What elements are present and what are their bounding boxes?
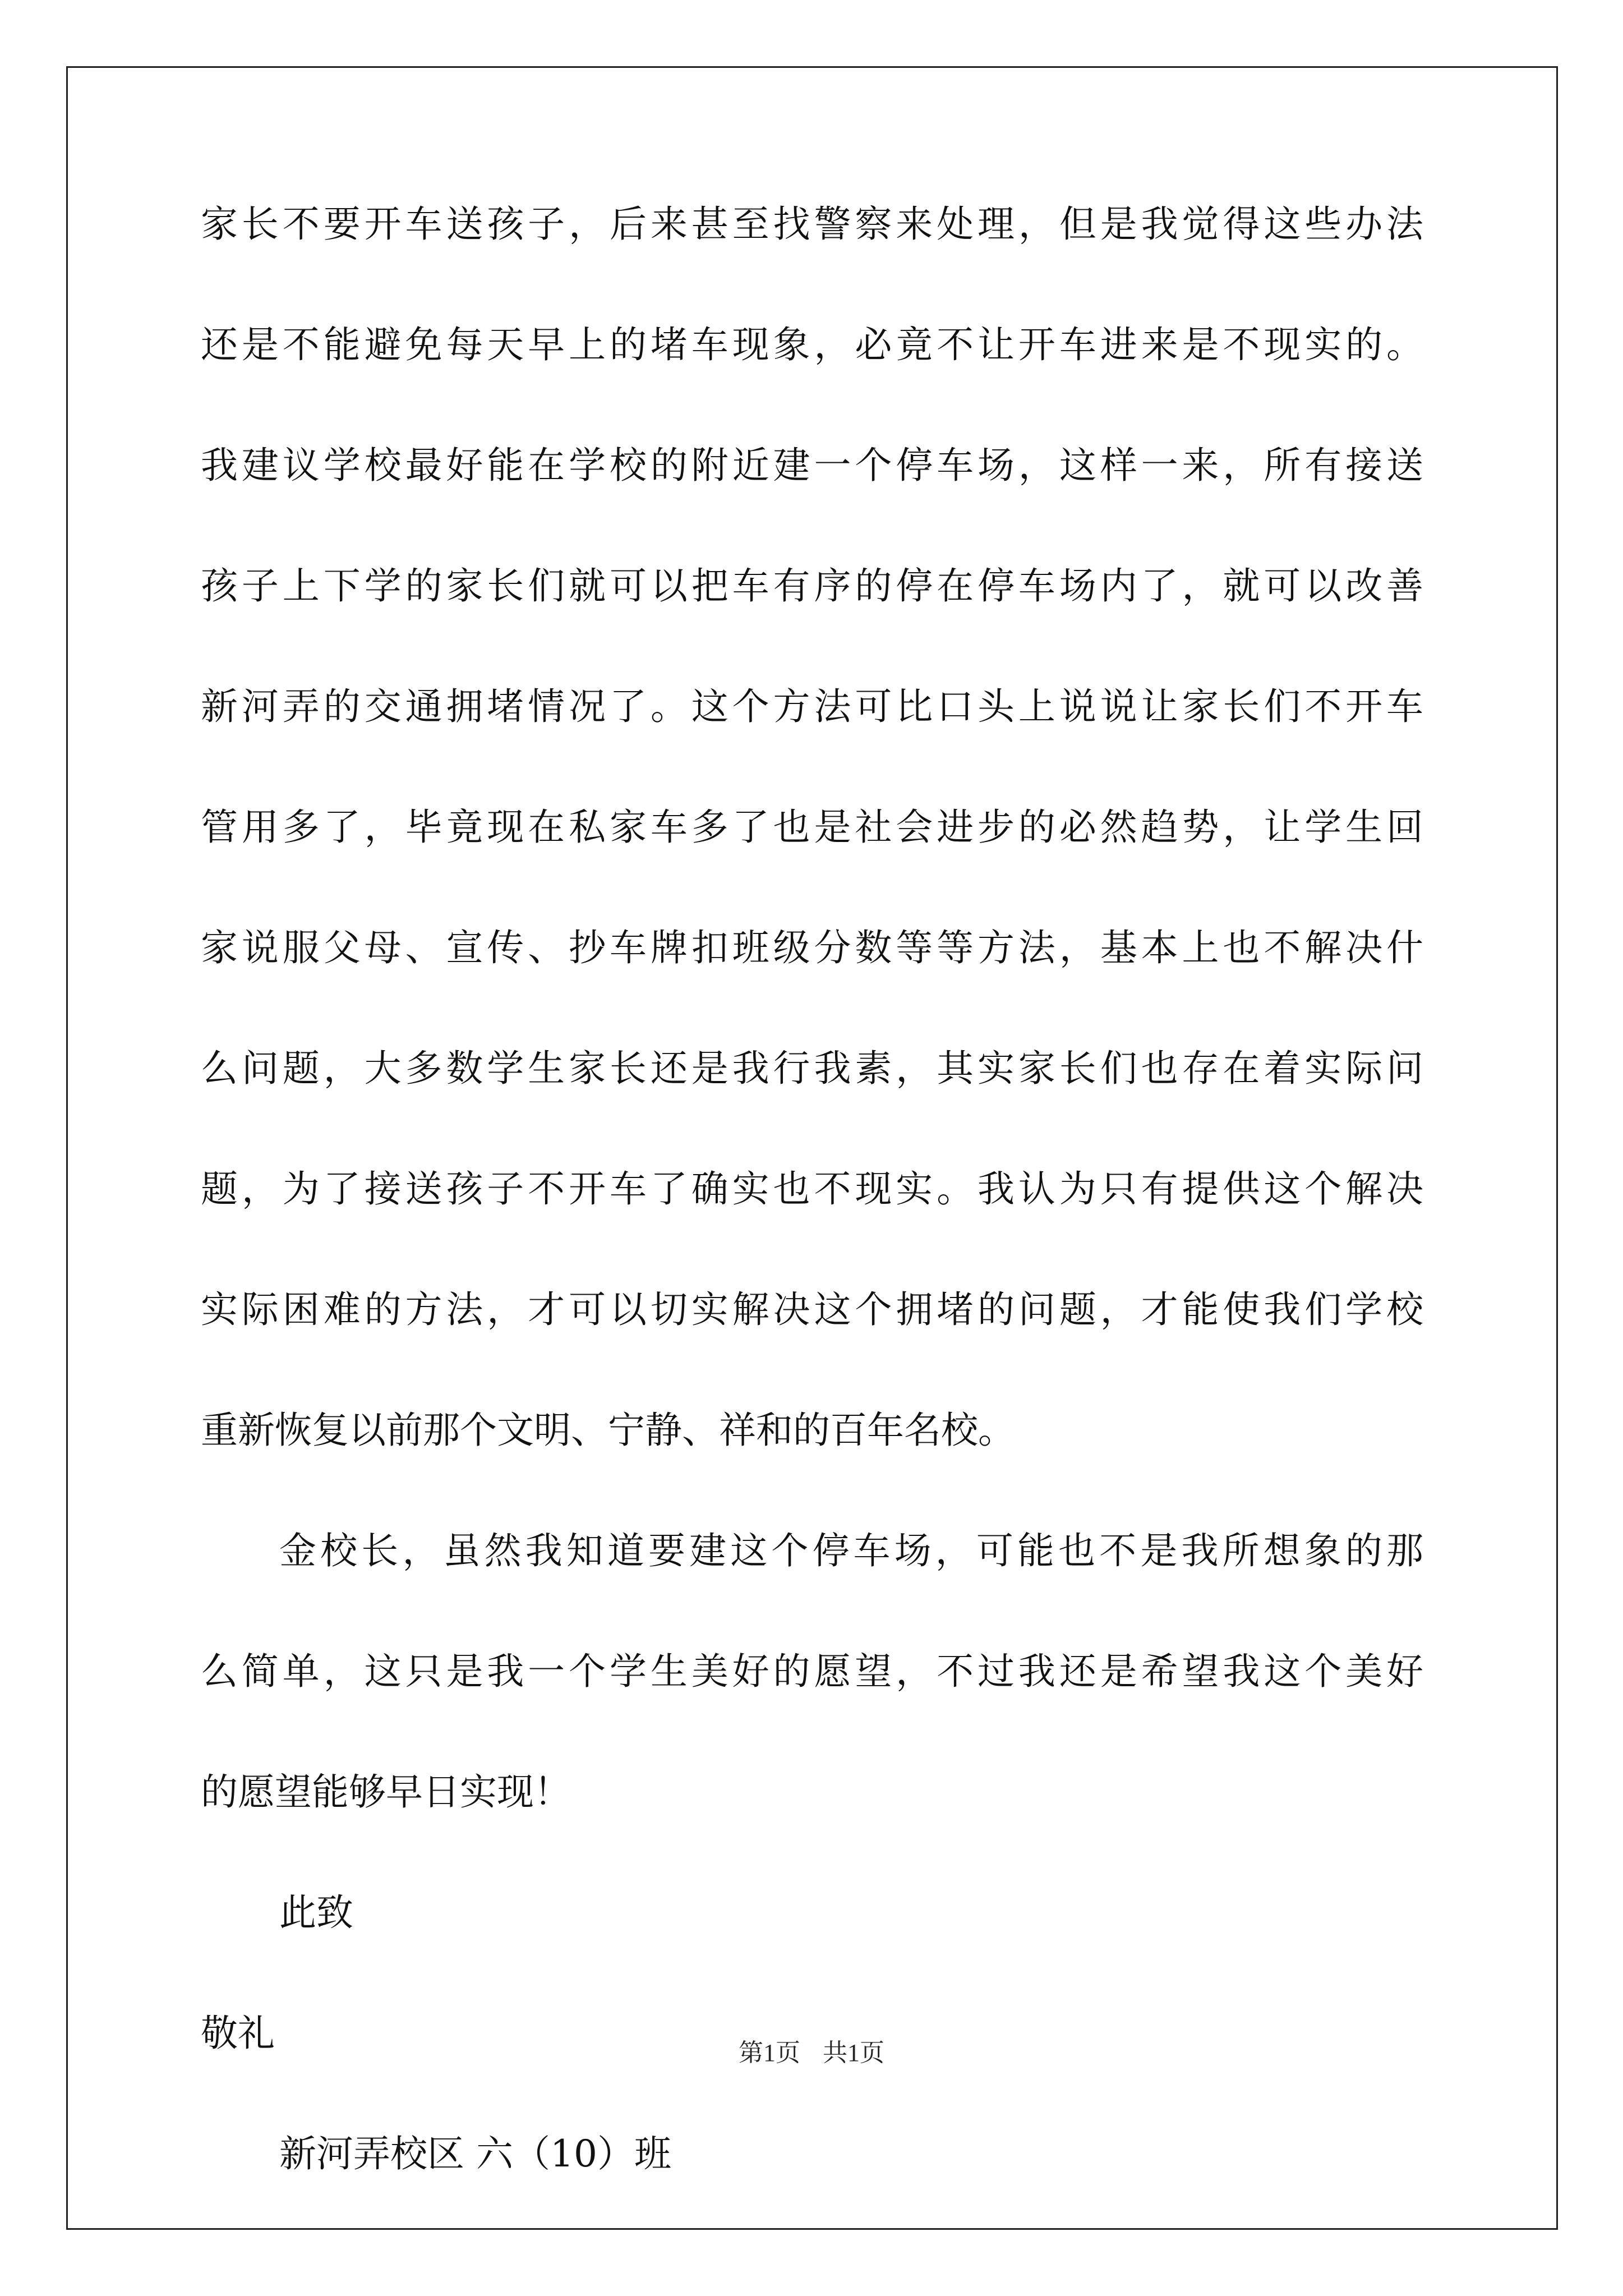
- body-line-14: 的愿望能够早日实现！: [201, 1770, 571, 1814]
- signature-class: 新河弄校区 六（10）班: [279, 2132, 671, 2175]
- body-line-9: 题，为了接送孩子不开车了确实也不现实。我认为只有提供这个解决: [201, 1167, 1423, 1211]
- body-line-3: 我建议学校最好能在学校的附近建一个停车场，这样一来，所有接送: [201, 444, 1423, 487]
- body-line-2: 还是不能避免每天早上的堵车现象，必竟不让开车进来是不现实的。: [201, 323, 1423, 366]
- body-line-6: 管用多了，毕竟现在私家车多了也是社会进步的必然趋势，让学生回: [201, 806, 1423, 849]
- body-line-5: 新河弄的交通拥堵情况了。这个方法可比口头上说说让家长们不开车: [201, 685, 1423, 728]
- body-line-12: 金校长，虽然我知道要建这个停车场，可能也不是我所想象的那: [279, 1529, 1423, 1572]
- closing-salutation: 此致: [279, 1891, 353, 1934]
- body-line-7: 家说服父母、宣传、抄车牌扣班级分数等等方法，基本上也不解决什: [201, 926, 1423, 969]
- body-line-1: 家长不要开车送孩子，后来甚至找警察来处理，但是我觉得这些办法: [201, 203, 1423, 246]
- body-line-13: 么简单，这只是我一个学生美好的愿望，不过我还是希望我这个美好: [201, 1650, 1423, 1693]
- body-line-4: 孩子上下学的家长们就可以把车有序的停在停车场内了，就可以改善: [201, 564, 1423, 608]
- body-line-11: 重新恢复以前那个文明、宁静、祥和的百年名校。: [201, 1409, 1015, 1452]
- page-total: 共1页: [823, 2039, 884, 2067]
- page-number: 第1页: [739, 2039, 800, 2067]
- body-line-10: 实际困难的方法，才可以切实解决这个拥堵的问题，才能使我们学校: [201, 1288, 1423, 1331]
- closing-respect: 敬礼: [201, 2012, 275, 2055]
- letter-body: [201, 196, 1423, 2247]
- page-footer: [0, 2036, 1623, 2070]
- body-line-8: 么问题，大多数学生家长还是我行我素，其实家长们也存在着实际问: [201, 1047, 1423, 1090]
